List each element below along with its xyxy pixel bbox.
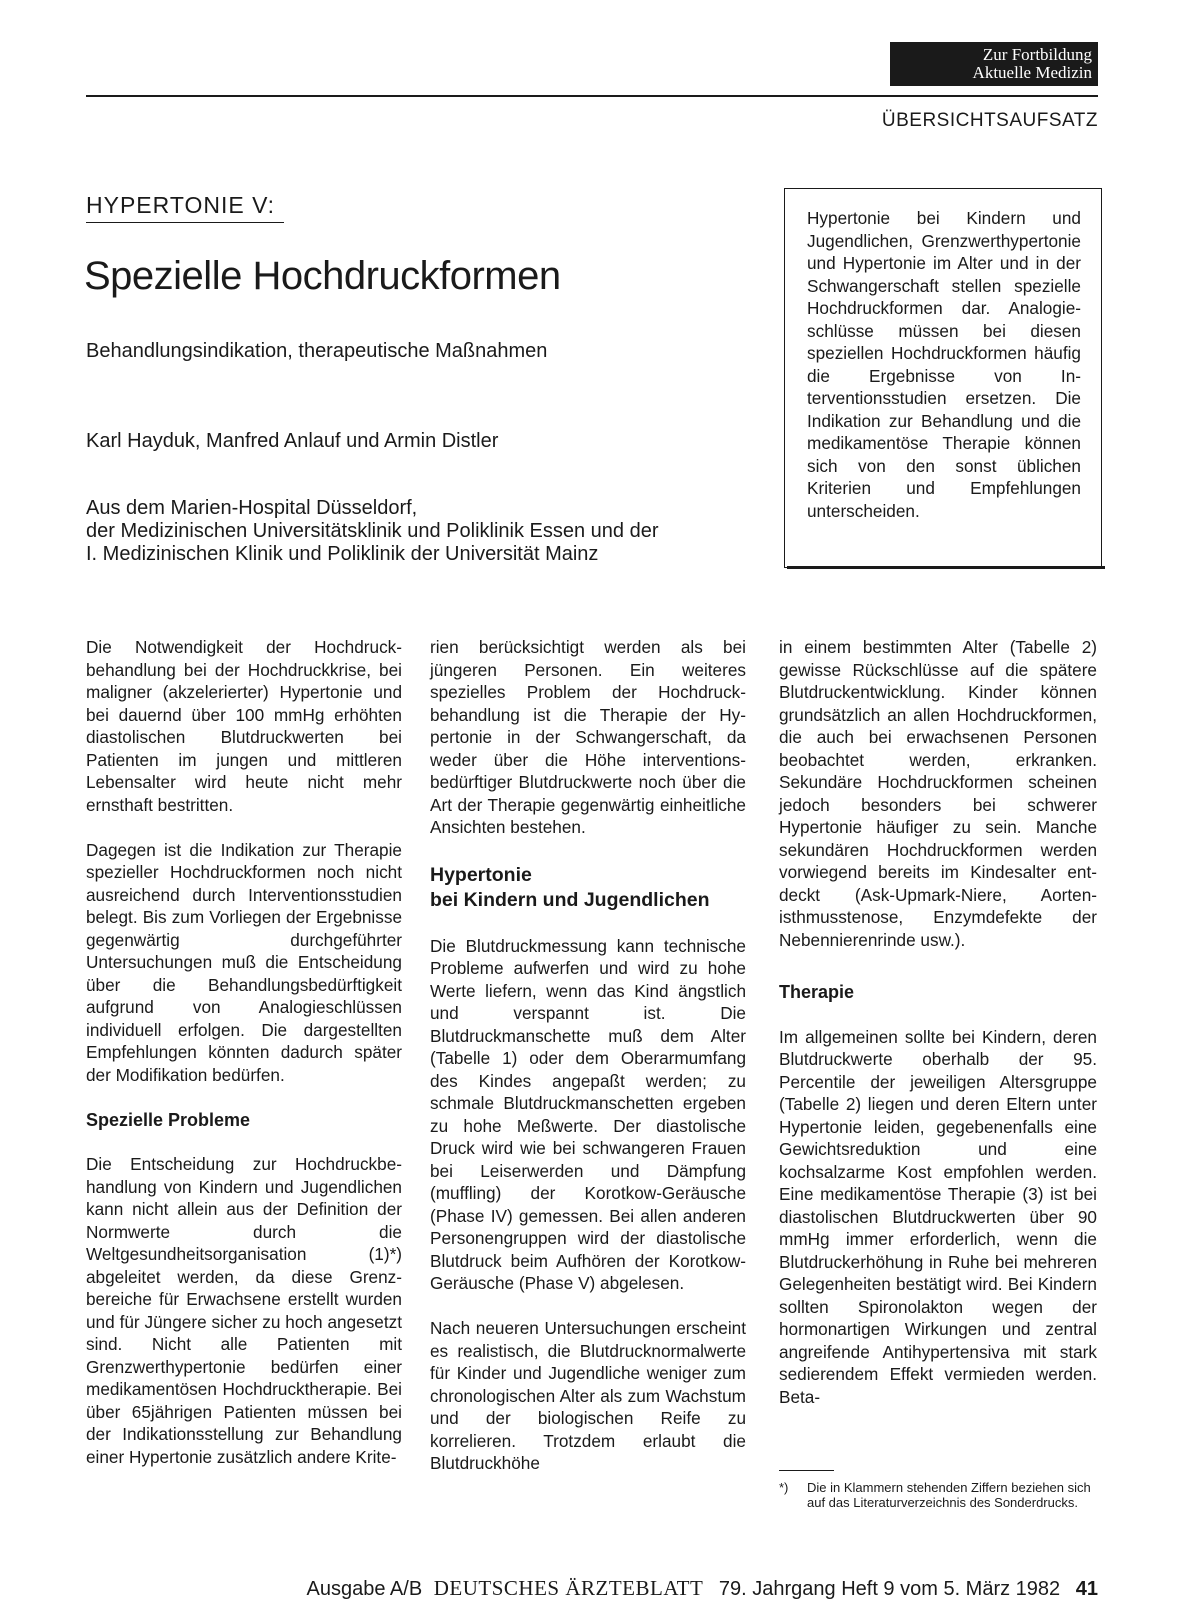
abstract-box-shadow bbox=[787, 566, 1105, 569]
footnote-text: Die in Klammern stehenden Ziffern beziehen sich auf das Literaturverzeichnis des Sonderdrucks. bbox=[807, 1480, 1091, 1510]
section-heading: Therapie bbox=[779, 982, 855, 1002]
paragraph: Im allgemeinen sollte bei Kindern, deren Blutdruckwerte oberhalb der 95. Percentile der jeweiligen Altersgruppe (Tabelle 2) liegen und deren Eltern unter Hypertonie leiden, gegebenenfalls eine Gewichtsreduktion und eine kochsalzarme Kost empfohlen werden. Eine medikamentöse Therapie (3) ist bei diastolischen Blutdruckwerten über 90 mmHg immer erforderlich, wenn die Blutdruckerhöhung in Ruhe bei mehreren Gelegenheiten bestätigt wird. Bei Kindern sollten Spironolakton wegen der hormonartigen Wirkungen und zentral angreifende Antihypertensiva mit stark sedierendem Effekt vermieden werden. Beta- bbox=[779, 1026, 1097, 1407]
section-heading: Spezielle Probleme bbox=[86, 1109, 251, 1130]
author-list: Karl Hayduk, Manfred Anlauf und Armin Distler bbox=[86, 430, 499, 452]
page-footer bbox=[307, 1576, 1098, 1601]
affiliation-line: Aus dem Marien-Hospital Düsseldorf, bbox=[86, 497, 418, 519]
article-subtitle: Behandlungsindikation, therapeutische Maßnahmen bbox=[86, 340, 548, 362]
footnote-rule bbox=[779, 1470, 834, 1471]
paragraph: Die Entscheidung zur Hochdruckbehandlung von Kindern und Jugendlichen kann nicht allein aus der Definition der Normwerte durch die Weltgesundheitsorganisation (1)*) abgeleitet werden, da diese Grenzbereiche für Erwachsene erstellt wurden und für Jüngere sicher zu hoch angesetzt sind. Nicht alle Patienten mit Grenzwerthypertonie bedürfen einer medikamentösen Hochdrucktherapie. Bei über 65jährigen Patienten müssen bei der Indikationsstellung zur Behandlung einer Hypertonie zusätzlich andere Krite- bbox=[86, 1154, 402, 1467]
paragraph: Die Blutdruckmessung kann technische Probleme aufwerfen und wird zu hohe Werte liefern, wenn das Kind ängstlich und verspannt ist. Die Blutdruckmanschette muß dem Alter (Tabelle 1) oder dem Oberarmumfang des Kindes angepaßt werden; zu schmale Blutdruckmanschetten ergeben zu hohe Meßwerte. Der diastolische Druck wird wie bei schwangeren Frauen bei Leiserwerden und Dämpfung (muffling) der Korotkow-Geräusche (Phase IV) gemessen. Bei allen anderen Personengruppen wird der diastolische Blutdruck beim Aufhören der Korotkow-Geräusche (Phase V) abgelesen. bbox=[430, 935, 746, 1293]
section-heading bbox=[430, 863, 746, 913]
badge-line-1: Zur Fortbildung bbox=[982, 45, 1092, 64]
affiliation-line: der Medizinischen Universitätsklinik und Poliklinik Essen und der bbox=[86, 520, 659, 542]
paragraph: Nach neueren Untersuchungen erscheint es realistisch, die Blutdrucknormalwerte für Kinder und Jugendliche weniger zum chronologischen Alter als zum Wachstum und der biologischen Reife zu korrelieren. Trotzdem erlaubt die Blutdruckhöhe bbox=[430, 1318, 746, 1473]
affiliation-line: I. Medizinischen Klinik und Poliklinik der Universität Mainz bbox=[86, 543, 599, 565]
abstract-box bbox=[784, 188, 1102, 568]
paragraph: rien berücksichtigt werden als bei jüngeren Personen. Ein weiteres spezielles Problem der Hochdruckbehandlung ist die Therapie der Hypertonie in der Schwangerschaft, da weder über die Höhe interventionsbedürftiger Blutdruckwerte noch über die Art der Therapie gegenwärtig einheitliche Ansichten bestehen. bbox=[430, 637, 746, 837]
body-column-2 bbox=[430, 636, 746, 1475]
section-heading-line: Hypertonie bbox=[430, 863, 532, 886]
header-rule bbox=[86, 95, 1098, 97]
page-number: 41 bbox=[1075, 1578, 1098, 1600]
section-heading-line: bei Kindern und Jugendlichen bbox=[430, 888, 710, 911]
body-column-1 bbox=[86, 636, 402, 1468]
issue-info: 79. Jahrgang Heft 9 vom 5. März 1982 bbox=[718, 1578, 1061, 1600]
paragraph: in einem bestimmten Alter (Tabelle 2) gewisse Rückschlüsse auf die spätere Blutdruckentwicklung. Kinder können grundsätzlich an allen Hochdruckformen, die auch bei erwachsenen Personen beobachtet werden, erkranken. Sekundäre Hochdruckformen scheinen jedoch besonders bei schwerer Hypertonie häufiger zu sein. Manche sekundären Hochdruckformen werden vorwiegend bereits im Kindesalter entdeckt (Ask-Upmark-Niere, Aortenisthmusstenose, Enzymdefekte der Nebennierenrinde usw.). bbox=[779, 637, 1097, 950]
paragraph: Die Notwendigkeit der Hochdruckbehandlung bei der Hochdruckkrise, bei maligner (akzelerierter) Hypertonie und bei dauernd über 100 mmHg erhöhten diastolischen Blutdruckwerten bei Patienten im jungen und mittleren Lebensalter wird heute nicht mehr ernsthaft bestritten. bbox=[86, 637, 402, 815]
body-column-3 bbox=[779, 636, 1097, 1408]
affiliation-block bbox=[86, 497, 766, 566]
badge-line-2: Aktuelle Medizin bbox=[972, 63, 1092, 82]
journal-name: DEUTSCHES ÄRZTEBLATT bbox=[433, 1576, 704, 1600]
edition-label: Ausgabe A/B bbox=[306, 1578, 423, 1600]
abstract-text: Hypertonie bei Kindern und Jugendlichen, Grenzwerthypertonie und Hypertonie im Alter und in der Schwangerschaft stellen spezielle Hochdruckformen dar. Analogieschlüsse müssen bei diesen speziellen Hochdruckformen häufig die Ergebnisse von Interventionsstudien ersetzen. Die Indikation zur Behandlung und die medikamentöse Therapie können sich von den sonst üblichen Kriterien und Empfehlungen unterscheiden. bbox=[807, 208, 1081, 521]
section-badge bbox=[890, 42, 1098, 86]
footnote bbox=[779, 1480, 1101, 1510]
article-title: Spezielle Hochdruckformen bbox=[84, 254, 561, 298]
paragraph: Dagegen ist die Indikation zur Therapie spezieller Hochdruckformen noch nicht ausreichend durch Interventionsstudien belegt. Bis zum Vorliegen der Ergebnisse gegenwärtig durchgeführter Untersuchungen muß die Entscheidung über die Behandlungsbedürftigkeit aufgrund von Analogieschlüssen individuell erfolgen. Die dargestellten Empfehlungen könnten dadurch später der Modifikation bedürfen. bbox=[86, 839, 402, 1085]
series-underline bbox=[86, 222, 284, 223]
footnote-mark: *) bbox=[779, 1480, 789, 1495]
series-label: HYPERTONIE V: bbox=[86, 192, 275, 218]
article-category: ÜBERSICHTSAUFSATZ bbox=[881, 110, 1098, 131]
